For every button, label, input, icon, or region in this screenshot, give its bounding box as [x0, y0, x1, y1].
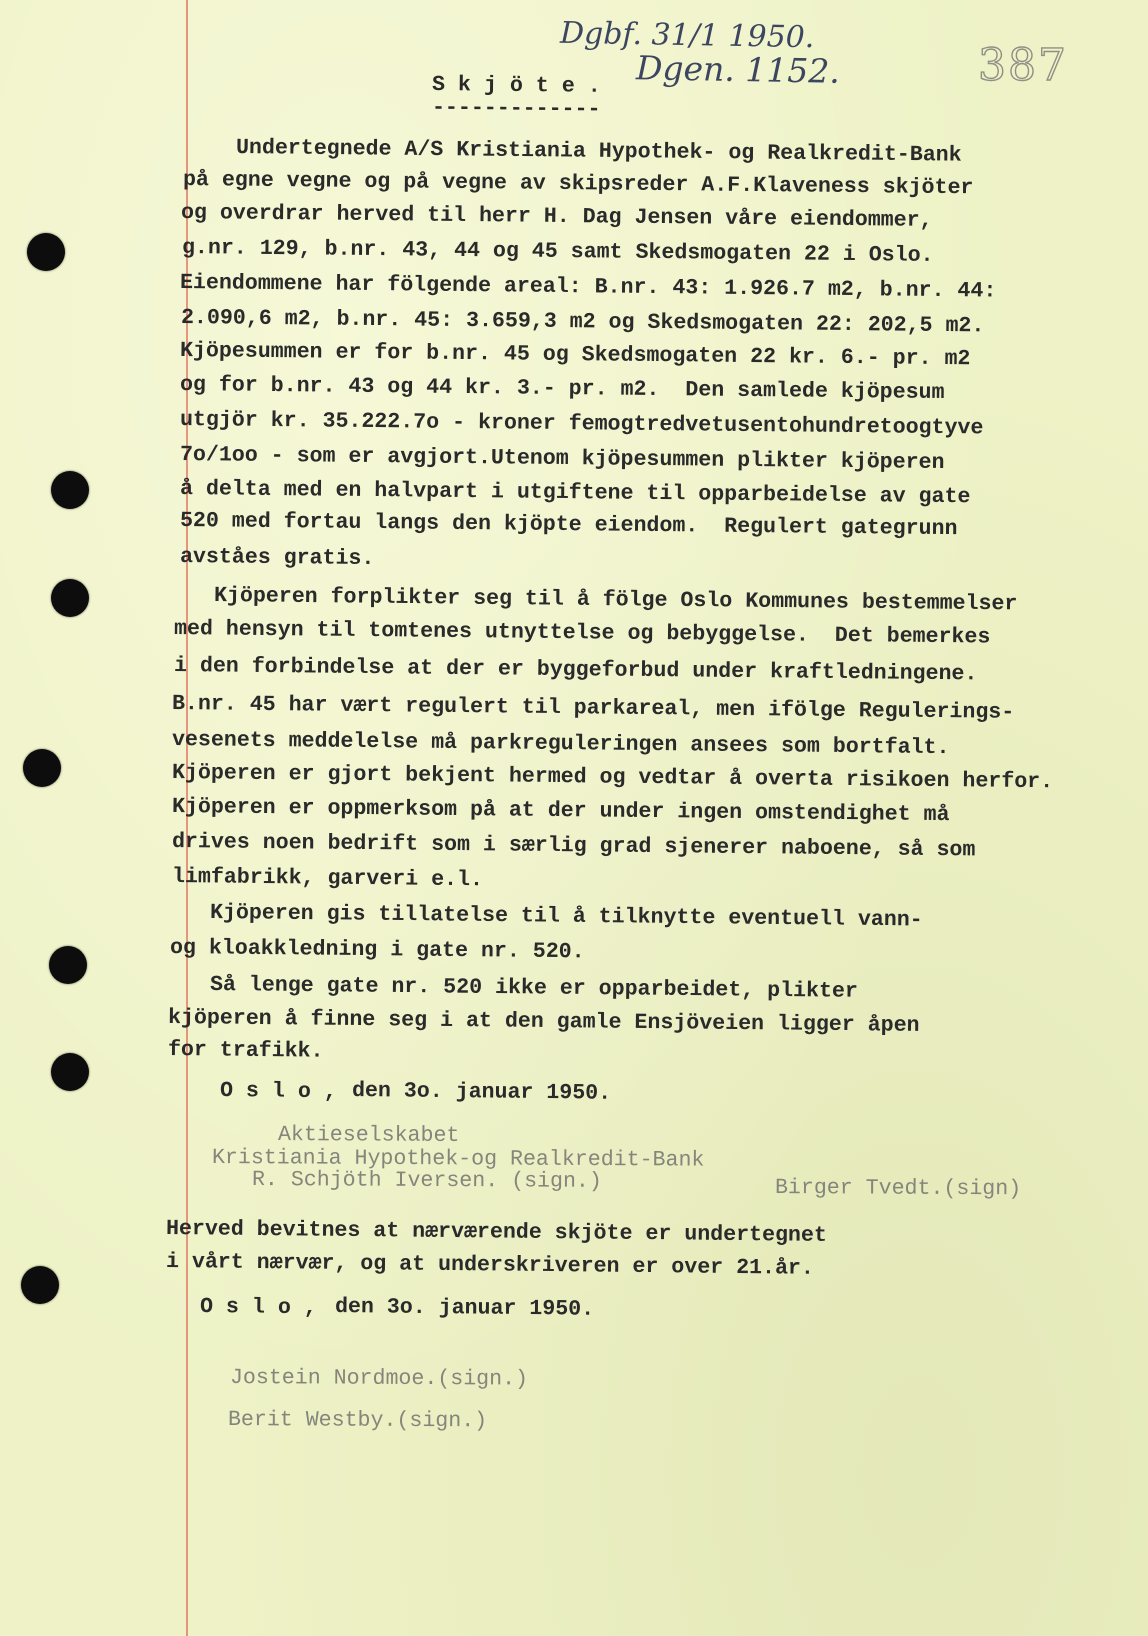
- punch-hole: [23, 749, 61, 787]
- seller-signatory: R. Schjöth Iversen. (sign.): [251, 1168, 602, 1194]
- text-line: på egne vegne og på vegne av skipsreder A.F.Klaveness skjöter: [182, 168, 974, 201]
- punch-hole: [51, 579, 89, 617]
- text-line: 2.090,6 m2, b.nr. 45: 3.659,3 m2 og Skedsmogaten 22: 202,5 m2.: [180, 306, 985, 339]
- text-line: 7o/1oo - som er avgjort.Utenom kjöpesummen plikter kjöperen: [179, 443, 945, 476]
- handwritten-registration-note: Dgbf. 31/1 1950.: [559, 15, 815, 56]
- text-line: drives noen bedrift som i særlig grad sjenerer naboene, så som: [171, 830, 976, 863]
- text-line: Kjöperen forplikter seg til å fölge Oslo Kommunes bestemmelser: [213, 584, 1018, 617]
- text-line: og overdrar herved til herr H. Dag Jensen våre eiendommer,: [180, 201, 933, 233]
- text-line: og for b.nr. 43 og 44 kr. 3.- pr. m2. Den samlede kjöpesum: [179, 373, 945, 406]
- text-line: Kjöperen er gjort bekjent hermed og vedtar å overta risikoen herfor.: [171, 761, 1054, 795]
- text-line: utgjör kr. 35.222.7o - kroner femogtredvetusentohundretoogtyve: [179, 408, 984, 441]
- text-line: vesenets meddelelse må parkreguleringen ansees som bortfalt.: [171, 728, 950, 761]
- punch-hole: [51, 1053, 89, 1091]
- handwritten-journal-number: Dgen. 1152.: [635, 48, 841, 91]
- witness-signature: Berit Westby.(sign.): [227, 1408, 488, 1434]
- text-line: 520 med fortau langs den kjöpte eiendom. Regulert gategrunn: [179, 509, 958, 542]
- text-line: B.nr. 45 har vært regulert til parkareal, men ifölge Regulerings-: [171, 692, 1015, 725]
- text-line: og kloakkledning i gate nr. 520.: [169, 936, 585, 965]
- attestation-dateline-date: den 3o. januar 1950.: [334, 1295, 595, 1322]
- text-line: Kjöperen er oppmerksom på at der under ingen omstendighet må: [171, 795, 950, 828]
- text-line: g.nr. 129, b.nr. 43, 44 og 45 samt Skedsmogaten 22 i Oslo.: [181, 236, 934, 268]
- punch-hole: [27, 233, 65, 271]
- text-line: å delta med en halvpart i utgiftene til opparbeidelse av gate: [179, 477, 971, 510]
- text-line: Kjöpesummen er for b.nr. 45 og Skedsmogaten 22 kr. 6.- pr. m2: [179, 339, 971, 372]
- dateline-place: Oslo,: [219, 1079, 350, 1105]
- dateline-date: den 3o. januar 1950.: [351, 1079, 612, 1106]
- punch-hole: [51, 471, 89, 509]
- text-line: Eiendommene har fölgende areal: B.nr. 43: 1.926.7 m2, b.nr. 44:: [179, 271, 997, 304]
- text-line: avståes gratis.: [179, 545, 375, 572]
- text-line: Undertegnede A/S Kristiania Hypothek- og Realkredit-Bank: [235, 136, 962, 168]
- seller-company-line: Aktieselskabet: [277, 1123, 460, 1148]
- attestation-dateline-place: Oslo,: [199, 1295, 330, 1321]
- seller-company-line: Kristiania Hypothek-og Realkredit-Bank: [211, 1146, 705, 1173]
- text-line: kjöperen å finne seg i at den gamle Ensjöveien ligger åpen: [167, 1006, 920, 1038]
- text-line: Kjöperen gis tillatelse til å tilknytte eventuell vann-: [209, 901, 923, 933]
- page-number: 387: [978, 40, 1068, 91]
- title-underline: -------------: [431, 96, 601, 122]
- text-line: Så lenge gate nr. 520 ikke er opparbeidet, plikter: [209, 973, 859, 1004]
- text-line: limfabrikk, garveri e.l.: [171, 865, 484, 893]
- text-line: for trafikk.: [167, 1038, 324, 1064]
- attestation-line: i vårt nærvær, og at underskriveren er over 21.år.: [165, 1250, 815, 1281]
- witness-signature: Jostein Nordmoe.(sign.): [229, 1366, 529, 1392]
- buyer-signature: Birger Tvedt.(sign): [774, 1176, 1022, 1202]
- punch-hole: [21, 1266, 59, 1304]
- punch-hole: [49, 946, 87, 984]
- text-line: med hensyn til tomtenes utnyttelse og bebyggelse. Det bemerkes: [173, 617, 991, 650]
- attestation-line: Herved bevitnes at nærværende skjöte er undertegnet: [165, 1217, 827, 1248]
- document-title: Skjöte.: [431, 73, 614, 99]
- text-line: i den forbindelse at der er byggeforbud under kraftledningene.: [173, 654, 978, 687]
